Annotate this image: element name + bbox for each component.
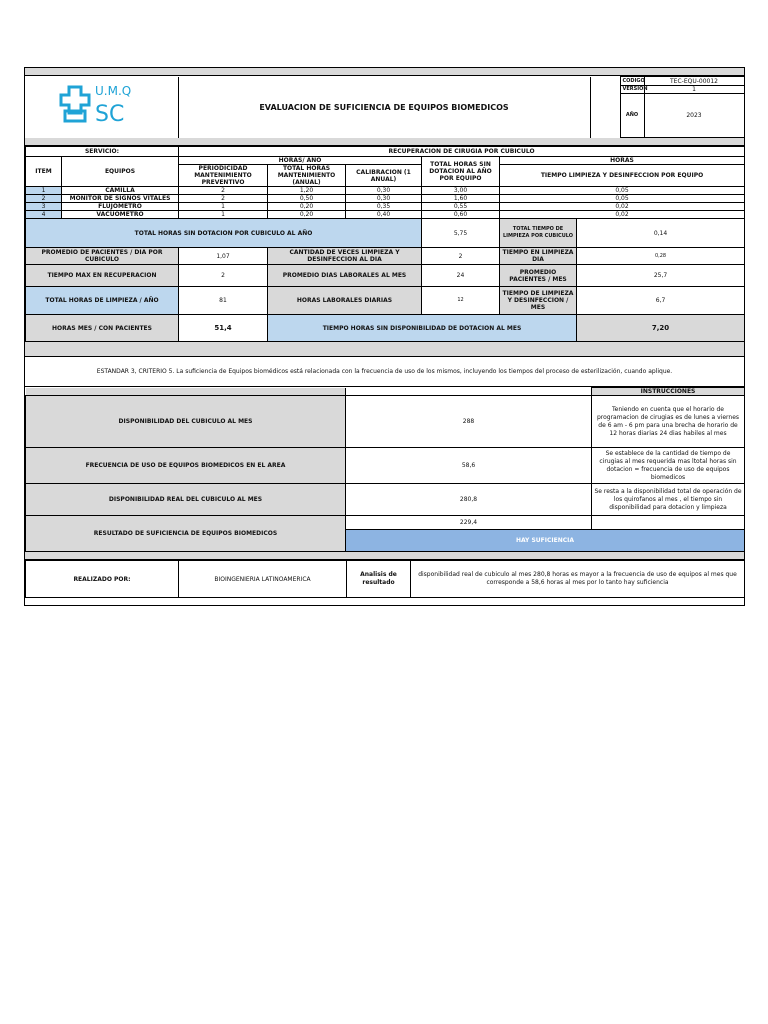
anio-value: 2023 xyxy=(644,94,744,138)
promedio-dias-label: PROMEDIO DIAS LABORALES AL MES xyxy=(268,265,422,287)
top-gray-bar xyxy=(25,68,744,76)
col-item: ITEM xyxy=(26,157,62,187)
col-total-horas: TOTAL HORAS MANTENIMIENTO (ANUAL) xyxy=(268,165,346,187)
tiempo-max-value: 2 xyxy=(179,265,268,287)
total-limpieza-value: 0,14 xyxy=(577,219,745,248)
resultado-label: RESULTADO DE SUFICIENCIA DE EQUIPOS BIOMEDICOS xyxy=(26,516,346,552)
total-sin-dotacion-value: 5,75 xyxy=(422,219,500,248)
col-total-sin-dotacion: TOTAL HORAS SIN DOTACION AL AÑO POR EQUIPO xyxy=(422,157,500,187)
disp-real-value: 280,8 xyxy=(346,484,592,516)
promedio-dias-value: 24 xyxy=(422,265,500,287)
servicio-value: RECUPERACION DE CIRUGIA POR CUBICULO xyxy=(179,147,745,157)
total-limpieza-label: TOTAL TIEMPO DE LIMPIEZA POR CUBICULO xyxy=(500,219,577,248)
realizado-label: REALIZADO POR: xyxy=(26,561,179,598)
tiempo-limpieza-dia-value: 0,28 xyxy=(577,248,745,265)
logo xyxy=(25,77,178,138)
estandar-text: ESTANDAR 3, CRITERIO 5. La suficiencia de Equipos biomédicos está relacionada con la frecuencia de uso de los mismos, incluyendo los tiempos del proceso de esterilización, cuando aplique. xyxy=(25,357,744,387)
version-value: 1 xyxy=(644,86,744,94)
horas-laborales-label: HORAS LABORALES DIARIAS xyxy=(268,287,422,315)
disp-cubiculo-value: 288 xyxy=(346,396,592,448)
group-horas-ano: HORAS/ AÑO xyxy=(179,157,422,165)
table-row: 1 CAMILLA 2 1,20 0,30 3,00 0,05 xyxy=(26,187,745,195)
servicio-label: SERVICIO: xyxy=(26,147,179,157)
separator-bar-3 xyxy=(25,552,744,560)
svg-text:SC: SC xyxy=(95,102,125,127)
col-calibracion: CALIBRACION (1 ANUAL) xyxy=(346,165,422,187)
cantidad-limpieza-value: 2 xyxy=(422,248,500,265)
total-sin-dotacion-label: TOTAL HORAS SIN DOTACION POR CUBICULO AL AÑO xyxy=(26,219,422,248)
header-table xyxy=(25,76,745,138)
resultado-text: HAY SUFICIENCIA xyxy=(346,530,745,552)
footer-table xyxy=(25,560,745,598)
frecuencia-value: 58,6 xyxy=(346,448,592,484)
table-row: 2 MONITOR DE SIGNOS VITALES 2 0,50 0,30 1,60 0,05 xyxy=(26,195,745,203)
disp-real-instr: Se resta a la disponibilidad total de operación de los quirofanos al mes , el tiempo sin disponibilidad para dotacion y limpieza xyxy=(592,484,745,516)
promedio-pacientes-dia-value: 1,07 xyxy=(179,248,268,265)
total-horas-limpieza-value: 81 xyxy=(179,287,268,315)
bottom-spacer xyxy=(25,598,744,605)
umq-logo-icon xyxy=(55,81,147,131)
cantidad-limpieza-label: CANTIDAD DE VECES LIMPIEZA Y DESINFECCION AL DIA xyxy=(268,248,422,265)
tiempo-limpieza-dia-label: TIEMPO EN LIMPIEZA DIA xyxy=(500,248,577,265)
horas-laborales-value: 12 xyxy=(422,287,500,315)
instrucciones-label: INSTRUCCIONES xyxy=(592,388,745,396)
tiempo-max-label: TIEMPO MAX EN RECUPERACION xyxy=(26,265,179,287)
tiempo-limpieza-mes-value: 6,7 xyxy=(577,287,745,315)
promedio-pacientes-mes-value: 25,7 xyxy=(577,265,745,287)
analisis-label: Analisis de resultado xyxy=(347,561,411,598)
disp-cubiculo-label: DISPONIBILIDAD DEL CUBICULO AL MES xyxy=(26,396,346,448)
analisis-text: disponibilidad real de cubiculo al mes 280,8 horas es mayor a la frecuencia de uso de equipos al mes que corresponde a 58,6 horas al mes por lo tanto hay suficiencia xyxy=(411,561,745,598)
disp-cubiculo-instr: Teniendo en cuenta que el horario de programacion de cirugias es de lunes a viernes de 6 am - 6 pm para una brecha de horario de 12 horas diarias 24 dias habiles al mes xyxy=(592,396,745,448)
separator-bar-1 xyxy=(25,138,744,146)
tiempo-sin-disp-value: 7,20 xyxy=(577,315,745,342)
col-periodicidad: PERIODICIDAD MANTENIMIENTO PREVENTIVO xyxy=(179,165,268,187)
evaluacion-table xyxy=(25,387,745,552)
group-horas: HORAS xyxy=(500,157,745,165)
codigo-label: CODIGO xyxy=(620,77,644,86)
codigo-value: TEC-EQU-00012 xyxy=(644,77,744,86)
disp-real-label: DISPONIBILIDAD REAL DEL CUBICULO AL MES xyxy=(26,484,346,516)
frecuencia-label: FRECUENCIA DE USO DE EQUIPOS BIOMEDICOS EN EL AREA xyxy=(26,448,346,484)
col-tiempo-limpieza: TIEMPO LIMPIEZA Y DESINFECCION POR EQUIPO xyxy=(500,165,745,187)
anio-label: AÑO xyxy=(620,94,644,138)
tiempo-sin-disp-label: TIEMPO HORAS SIN DISPONIBILIDAD DE DOTACION AL MES xyxy=(268,315,577,342)
horas-mes-value: 51,4 xyxy=(179,315,268,342)
horas-mes-label: HORAS MES / CON PACIENTES xyxy=(26,315,179,342)
version-label: VERSION xyxy=(620,86,644,94)
frecuencia-instr: Se establece de la cantidad de tiempo de cirugias al mes requerida mas ltotal horas sin dotacion = frecuencia de uso de equipos biomedicos xyxy=(592,448,745,484)
table-row: 3 FLUJOMETRO 1 0,20 0,35 0,55 0,02 xyxy=(26,203,745,211)
col-equipos: EQUIPOS xyxy=(62,157,179,187)
resultado-value: 229,4 xyxy=(346,516,592,530)
separator-bar-2 xyxy=(25,342,744,357)
promedio-pacientes-mes-label: PROMEDIO PACIENTES / MES xyxy=(500,265,577,287)
table-row: 4 VACUOMETRO 1 0,20 0,40 0,60 0,02 xyxy=(26,211,745,219)
realizado-value: BIOINGENIERIA LATINOAMERICA xyxy=(179,561,347,598)
equipos-table xyxy=(25,146,745,342)
evaluation-sheet xyxy=(24,67,745,606)
tiempo-limpieza-mes-label: TIEMPO DE LIMPIEZA Y DESINFECCION / MES xyxy=(500,287,577,315)
total-horas-limpieza-label: TOTAL HORAS DE LIMPIEZA / AÑO xyxy=(26,287,179,315)
svg-text:U.M.Q: U.M.Q xyxy=(95,84,132,98)
page-title: EVALUACION DE SUFICIENCIA DE EQUIPOS BIOMEDICOS xyxy=(178,77,590,138)
promedio-pacientes-dia-label: PROMEDIO DE PACIENTES / DIA POR CUBICULO xyxy=(26,248,179,265)
